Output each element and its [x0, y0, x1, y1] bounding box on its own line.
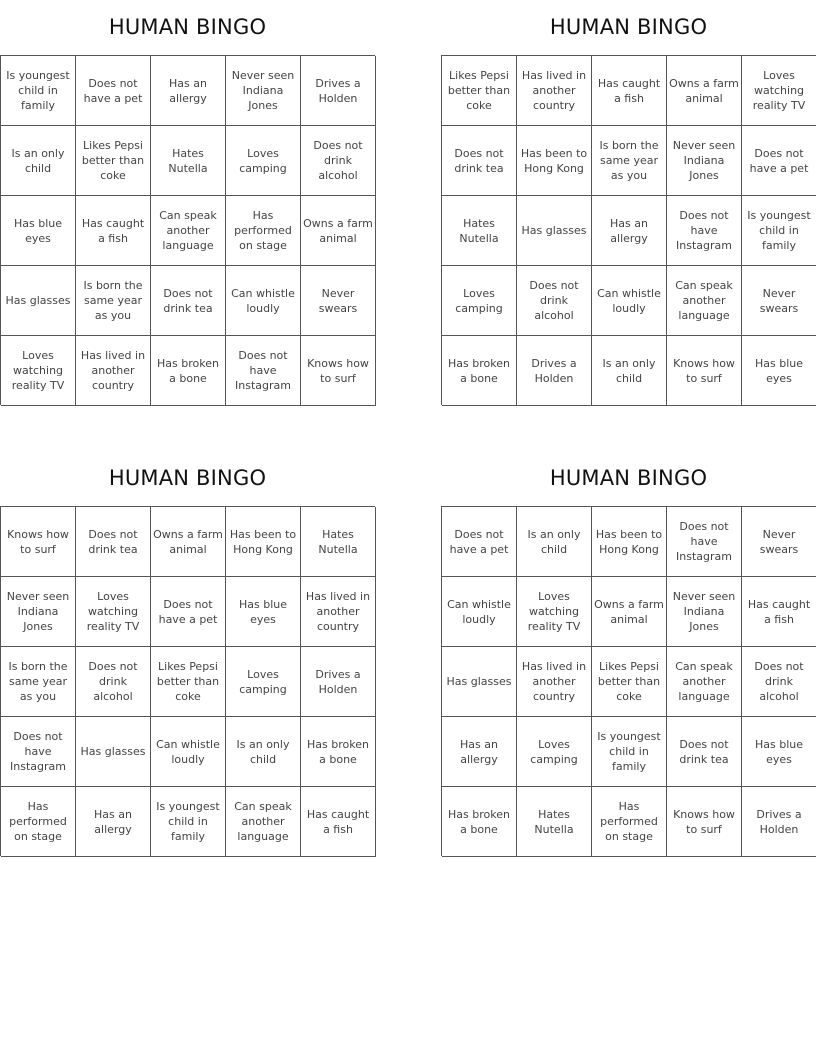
bingo-cell: Loves watching reality TV [76, 577, 151, 647]
bingo-cell: Does not have Instagram [667, 507, 742, 577]
bingo-cell: Owns a farm animal [151, 507, 226, 577]
bingo-cell: Does not drink tea [442, 126, 517, 196]
bingo-cell: Has broken a bone [442, 336, 517, 406]
bingo-cell: Loves camping [226, 647, 301, 717]
bingo-cell: Has glasses [1, 266, 76, 336]
bingo-cell: Has blue eyes [742, 336, 816, 406]
bingo-cell: Drives a Holden [742, 787, 816, 857]
bingo-cell: Has an allergy [151, 56, 226, 126]
bingo-cell: Has caught a fish [592, 56, 667, 126]
bingo-cell: Is born the same year as you [1, 647, 76, 717]
bingo-cell: Can speak another language [667, 647, 742, 717]
bingo-cell: Does not drink tea [667, 717, 742, 787]
bingo-cell: Does not drink alcohol [301, 126, 376, 196]
bingo-cell: Can speak another language [667, 266, 742, 336]
bingo-cell: Has blue eyes [1, 196, 76, 266]
bingo-cell: Can whistle loudly [226, 266, 301, 336]
bingo-cell: Likes Pepsi better than coke [76, 126, 151, 196]
bingo-cell: Has been to Hong Kong [592, 507, 667, 577]
bingo-cell: Can whistle loudly [442, 577, 517, 647]
bingo-grid [0, 506, 375, 856]
bingo-cell: Owns a farm animal [301, 196, 376, 266]
bingo-cell: Likes Pepsi better than coke [592, 647, 667, 717]
bingo-cell: Is youngest child in family [151, 787, 226, 857]
bingo-cell: Has performed on stage [226, 196, 301, 266]
bingo-cell: Does not have a pet [742, 126, 816, 196]
bingo-cell: Does not have Instagram [1, 717, 76, 787]
bingo-cell: Knows how to surf [667, 787, 742, 857]
bingo-cell: Can whistle loudly [592, 266, 667, 336]
bingo-cell: Does not have Instagram [667, 196, 742, 266]
bingo-cell: Owns a farm animal [592, 577, 667, 647]
bingo-cell: Does not drink alcohol [76, 647, 151, 717]
bingo-cell: Is born the same year as you [76, 266, 151, 336]
bingo-cell: Hates Nutella [442, 196, 517, 266]
bingo-cell: Knows how to surf [1, 507, 76, 577]
bingo-cell: Has broken a bone [442, 787, 517, 857]
bingo-cell: Has broken a bone [151, 336, 226, 406]
bingo-cell: Is youngest child in family [1, 56, 76, 126]
bingo-cell: Is an only child [1, 126, 76, 196]
bingo-cell: Has caught a fish [301, 787, 376, 857]
bingo-cell: Never seen Indiana Jones [1, 577, 76, 647]
bingo-cell: Can speak another language [226, 787, 301, 857]
bingo-cell: Loves camping [226, 126, 301, 196]
bingo-cell: Does not drink tea [151, 266, 226, 336]
bingo-cell: Hates Nutella [151, 126, 226, 196]
bingo-cell: Has an allergy [592, 196, 667, 266]
bingo-cell: Is an only child [226, 717, 301, 787]
bingo-cell: Hates Nutella [517, 787, 592, 857]
bingo-cell: Does not have a pet [151, 577, 226, 647]
bingo-grid [441, 55, 816, 405]
card-title: HUMAN BINGO [108, 466, 267, 490]
bingo-cell: Never swears [742, 507, 816, 577]
bingo-cell: Does not drink tea [76, 507, 151, 577]
bingo-cell: Has lived in another country [517, 56, 592, 126]
bingo-cell: Likes Pepsi better than coke [151, 647, 226, 717]
bingo-cell: Loves camping [442, 266, 517, 336]
bingo-cell: Does not have a pet [76, 56, 151, 126]
bingo-cell: Never seen Indiana Jones [667, 577, 742, 647]
bingo-cell: Loves camping [517, 717, 592, 787]
bingo-cell: Has an allergy [442, 717, 517, 787]
bingo-cell: Likes Pepsi better than coke [442, 56, 517, 126]
bingo-cell: Has caught a fish [742, 577, 816, 647]
bingo-cell: Can whistle loudly [151, 717, 226, 787]
bingo-cell: Has blue eyes [742, 717, 816, 787]
bingo-cell: Has an allergy [76, 787, 151, 857]
bingo-cell: Loves watching reality TV [1, 336, 76, 406]
bingo-cell: Has been to Hong Kong [226, 507, 301, 577]
bingo-cell: Drives a Holden [301, 56, 376, 126]
bingo-cell: Has glasses [76, 717, 151, 787]
bingo-cell: Is youngest child in family [592, 717, 667, 787]
card-title: HUMAN BINGO [549, 15, 708, 39]
bingo-cell: Does not have Instagram [226, 336, 301, 406]
bingo-cell: Has blue eyes [226, 577, 301, 647]
bingo-cell: Loves watching reality TV [517, 577, 592, 647]
bingo-cell: Knows how to surf [667, 336, 742, 406]
bingo-grid [441, 506, 816, 856]
bingo-cell: Has glasses [517, 196, 592, 266]
bingo-cell: Is an only child [517, 507, 592, 577]
bingo-cell: Has lived in another country [301, 577, 376, 647]
bingo-cell: Drives a Holden [301, 647, 376, 717]
bingo-cell: Does not have a pet [442, 507, 517, 577]
bingo-cell: Knows how to surf [301, 336, 376, 406]
bingo-cell: Never seen Indiana Jones [667, 126, 742, 196]
bingo-cell: Has performed on stage [1, 787, 76, 857]
bingo-cell: Has glasses [442, 647, 517, 717]
card-title: HUMAN BINGO [108, 15, 267, 39]
card-title: HUMAN BINGO [549, 466, 708, 490]
bingo-cell: Loves watching reality TV [742, 56, 816, 126]
bingo-cell: Has performed on stage [592, 787, 667, 857]
bingo-cell: Can speak another language [151, 196, 226, 266]
bingo-cell: Is born the same year as you [592, 126, 667, 196]
bingo-cell: Is youngest child in family [742, 196, 816, 266]
bingo-cell: Does not drink alcohol [742, 647, 816, 717]
bingo-cell: Does not drink alcohol [517, 266, 592, 336]
bingo-cell: Has broken a bone [301, 717, 376, 787]
bingo-cell: Has lived in another country [76, 336, 151, 406]
bingo-cell: Never swears [742, 266, 816, 336]
bingo-cell: Hates Nutella [301, 507, 376, 577]
bingo-grid [0, 55, 375, 405]
bingo-cell: Owns a farm animal [667, 56, 742, 126]
bingo-cell: Has caught a fish [76, 196, 151, 266]
bingo-cell: Drives a Holden [517, 336, 592, 406]
bingo-cell: Never seen Indiana Jones [226, 56, 301, 126]
bingo-cell: Has been to Hong Kong [517, 126, 592, 196]
bingo-cell: Is an only child [592, 336, 667, 406]
bingo-cell: Never swears [301, 266, 376, 336]
bingo-cell: Has lived in another country [517, 647, 592, 717]
